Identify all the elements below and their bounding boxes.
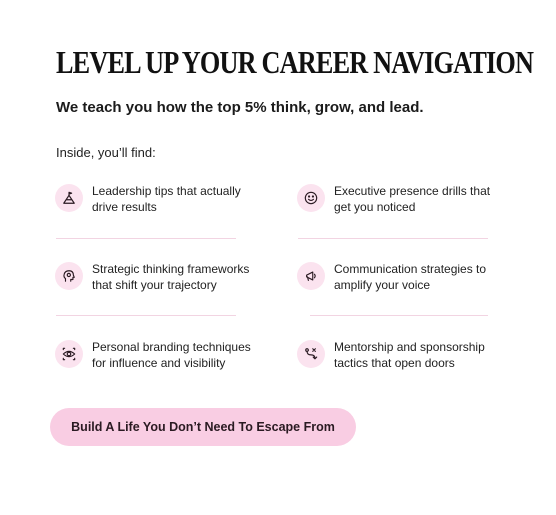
subheading: We teach you how the top 5% think, grow, and lead. [56, 99, 424, 116]
eye-icon [55, 340, 83, 368]
feature-label: Communication strategies to amplify your voice [334, 262, 487, 292]
divider [298, 238, 488, 239]
feature-label: Mentorship and sponsorship tactics that open doors [334, 340, 485, 370]
feature-item-communication [297, 262, 497, 293]
feature-label: Personal branding techniques for influence and visibility [92, 340, 251, 370]
feature-label: Executive presence drills that get you noticed [334, 184, 491, 214]
mountain-flag-icon [55, 184, 83, 212]
head-gear-icon [55, 262, 83, 290]
smiley-icon [297, 184, 325, 212]
feature-item-personal-branding [55, 340, 255, 371]
intro-text: Inside, you’ll find: [56, 145, 156, 160]
divider [56, 238, 236, 239]
divider [310, 315, 488, 316]
feature-item-strategic-thinking [55, 262, 255, 293]
divider [56, 315, 236, 316]
page-title: LEVEL UP YOUR CAREER NAVIGATION [56, 44, 534, 80]
cta-button[interactable]: Build A Life You Don’t Need To Escape From [50, 408, 356, 446]
feature-label: Leadership tips that actually drive results [92, 184, 241, 214]
feature-item-executive-presence [297, 184, 497, 215]
megaphone-icon [297, 262, 325, 290]
route-icon [297, 340, 325, 368]
feature-item-mentorship [297, 340, 497, 371]
feature-label: Strategic thinking frameworks that shift your trajectory [92, 262, 250, 292]
feature-item-leadership [55, 184, 255, 215]
